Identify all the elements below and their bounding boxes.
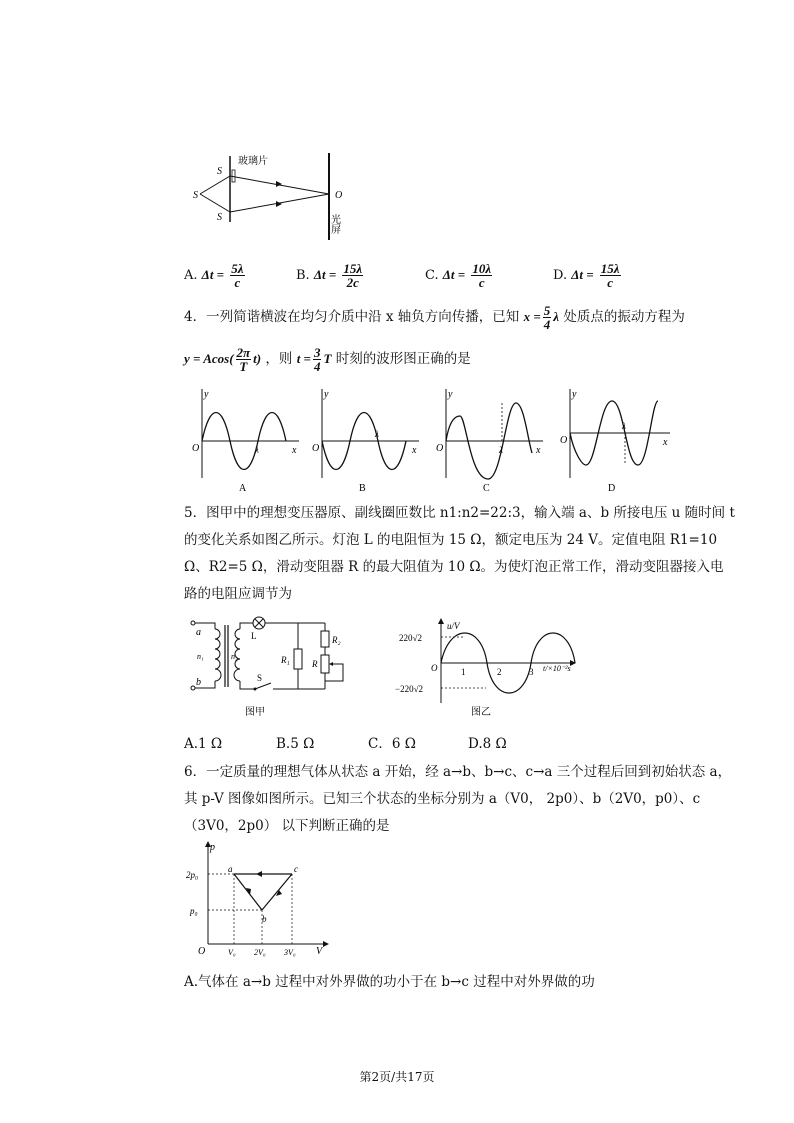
y-axis-label: y — [204, 389, 209, 400]
q3-option-d — [553, 262, 623, 289]
origin-label: O — [312, 443, 320, 454]
tick-3-label: 3 — [529, 667, 534, 677]
lamp-l-label: L — [251, 631, 257, 641]
q5-option-d: D.8 Ω — [468, 736, 507, 752]
option-num: 15λ — [343, 261, 363, 276]
q6-option-a: A.气体在 a→b 过程中对外界做的功小于在 b→c 过程中对外界做的功 — [184, 974, 595, 990]
q6-line-3: （3V0，2p0） 以下判断正确的是 — [184, 818, 390, 834]
origin-label: O — [431, 663, 438, 673]
x-axis-label: x — [663, 437, 668, 448]
wave-graph-c — [428, 383, 548, 495]
q5-option-c: C．6 Ω — [368, 736, 416, 752]
x-axis-label: x — [536, 445, 541, 456]
q5-line-4: 路的电阻应调节为 — [184, 586, 292, 602]
option-letter: D. — [553, 268, 568, 283]
wave-graph-a — [184, 383, 304, 495]
wave-graph-b — [304, 383, 424, 495]
option-num: 10λ — [472, 261, 492, 276]
state-a-label: a — [228, 864, 233, 874]
q4-eq-rhs: t) — [253, 351, 262, 366]
option-lhs: Δt = — [442, 267, 466, 282]
page-footer: 第2页/共17页 — [359, 1070, 435, 1084]
option-letter: C. — [425, 268, 439, 283]
q3-option-a — [184, 262, 247, 289]
q5-option-a: A.1 Ω — [184, 736, 223, 752]
wave-graph-d — [552, 383, 674, 495]
q4-x-num: 5 — [543, 303, 551, 318]
q5-option-b: B.5 Ω — [276, 736, 315, 752]
y-axis-label: y — [448, 389, 453, 400]
glass-label: 玻璃片 — [238, 156, 268, 167]
pv-diagram — [184, 838, 334, 958]
u-axis-label: u/V — [447, 621, 460, 631]
q3-option-b — [296, 262, 365, 289]
q4-x-lhs: x = — [523, 309, 541, 324]
q6-line-2: 其 p-V 图像如图所示。已知三个状态的坐标分别为 a（V0， 2p0）、b（2V0，p0）、c — [184, 791, 701, 807]
q4-t-num: 3 — [313, 345, 321, 360]
q5-line-3: Ω、R2=5 Ω，滑动变阻器 R 的最大阻值为 10 Ω。为使灯泡正常工作，滑动变阻器接入电 — [184, 559, 724, 575]
origin-label: O — [192, 443, 200, 454]
option-lhs: Δt = — [201, 267, 225, 282]
q4-x-rhs: λ — [553, 309, 560, 324]
option-den: c — [478, 275, 485, 290]
tick-2-label: 2 — [497, 667, 502, 677]
graph-caption: D — [608, 483, 616, 494]
q4-line-2 — [184, 346, 471, 373]
wave-graphs-row — [184, 383, 674, 495]
graph-caption: C — [483, 483, 490, 494]
n2-label: n₂ — [231, 652, 238, 661]
screen-label: 光屏 — [328, 214, 340, 234]
q4-x-den: 4 — [543, 317, 551, 332]
ugraph-caption: 图乙 — [471, 707, 491, 718]
option-lhs: Δt = — [313, 267, 337, 282]
q5-line-1: 5．图甲中的理想变压器原、副线圈匝数比 n1:n2=22:3，输入端 a、b 所接电压 u 随时间 t — [184, 505, 735, 521]
q4-eq-lhs: y = Acos( — [184, 351, 234, 366]
v2-label: 2V₀ — [254, 948, 266, 957]
option-den: c — [234, 275, 241, 290]
slit-s2-label: S — [217, 212, 222, 223]
v1-label: V₀ — [228, 948, 236, 957]
bottom-value-label: −220√2 — [395, 684, 424, 694]
lambda-label: λ — [499, 445, 503, 455]
source-s-label: S — [193, 190, 198, 201]
origin-label: O — [560, 435, 568, 446]
top-value-label: 220√2 — [399, 633, 422, 643]
r1-label: R₁ — [281, 655, 290, 665]
rheostat-r-label: R — [312, 659, 318, 669]
tick-1-label: 1 — [461, 667, 466, 677]
y-axis-label: y — [324, 389, 329, 400]
option-num: 5λ — [231, 261, 244, 276]
state-b-label: b — [262, 914, 267, 924]
double-slit-figure — [190, 148, 370, 248]
r2-label: R₂ — [332, 635, 341, 645]
y-axis-label: y — [572, 389, 577, 400]
lambda-label: λ — [375, 429, 379, 439]
p1-label: p₀ — [190, 906, 198, 916]
option-letter: A. — [184, 268, 198, 283]
p-axis-label: p — [210, 842, 215, 853]
graph-caption: B — [359, 483, 366, 494]
q6-line-1: 6．一定质量的理想气体从状态 a 开始，经 a→b、b→c、c→a 三个过程后回到初始状态 a， — [184, 764, 732, 780]
terminal-a-label: a — [196, 627, 201, 638]
q4-t-den: 4 — [313, 359, 321, 374]
transformer-circuit-figure — [185, 615, 360, 725]
q4-eq-den: T — [239, 359, 248, 374]
t-axis-label: t/×10⁻²s — [543, 664, 571, 673]
option-num: 15λ — [600, 261, 620, 276]
lambda-label: λ — [622, 421, 626, 431]
circuit-caption: 图甲 — [245, 707, 265, 718]
terminal-b-label: b — [196, 677, 201, 688]
q4-eq-num: 2π — [236, 345, 251, 360]
q4-t-lhs: t = — [296, 351, 311, 366]
switch-s-label: S — [257, 673, 263, 683]
v3-label: 3V₀ — [284, 948, 296, 957]
n1-label: n₁ — [197, 652, 204, 661]
q4-text: 处质点的振动方程为 — [563, 309, 685, 325]
q3-option-c — [425, 262, 494, 289]
origin-label: O — [198, 946, 206, 957]
slit-s1-label: S — [217, 166, 222, 177]
q4-line-1 — [184, 304, 685, 331]
state-c-label: c — [294, 864, 298, 874]
v-axis-label: V — [316, 946, 323, 957]
option-den: c — [607, 275, 614, 290]
voltage-time-graph — [393, 615, 588, 725]
option-lhs: Δt = — [571, 267, 594, 282]
x-axis-label: x — [292, 445, 297, 456]
point-o-label: O — [335, 190, 343, 201]
p2-label: 2p₀ — [186, 870, 199, 880]
q4-text: 时刻的波形图正确的是 — [335, 351, 471, 367]
q4-t-rhs: T — [323, 351, 332, 366]
graph-caption: A — [239, 483, 247, 494]
q4-text: 4．一列简谐横波在均匀介质中沿 x 轴负方向传播，已知 — [184, 309, 520, 325]
q5-line-2: 的变化关系如图乙所示。灯泡 L 的电阻恒为 15 Ω，额定电压为 24 V。定值电阻 R1=10 — [184, 532, 718, 548]
origin-label: O — [436, 443, 444, 454]
x-axis-label: x — [412, 445, 417, 456]
lambda-label: λ — [255, 445, 259, 455]
option-den: 2c — [346, 275, 359, 290]
option-letter: B. — [296, 268, 310, 283]
q4-text: ，则 — [265, 351, 293, 367]
